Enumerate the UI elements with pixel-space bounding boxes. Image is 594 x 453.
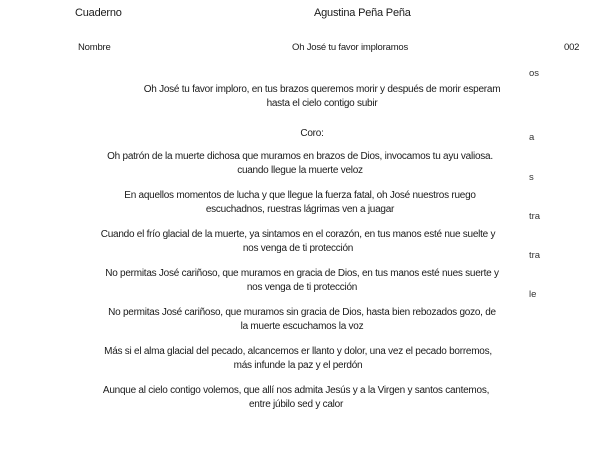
edge-fragment: tra — [529, 211, 541, 222]
verse-line: Oh patrón de la muerte dichosa que muramos en brazos de Dios, invocamos tu ayu valiosa. — [107, 151, 493, 162]
verse-line: nos venga de ti protección — [246, 282, 358, 293]
verse-line: Más si el alma glacial del pecado, alcancemos er llanto y dolor, una vez el pecado borremos, — [104, 346, 492, 357]
verse-line: Aunque al cielo contigo volemos, que allí nos admita Jesús y a la Virgen y santos cantemos, — [102, 385, 490, 396]
page-number: 002 — [564, 42, 580, 53]
verse-line: escuchadnos, ruestras lágrimas ven a juagar — [205, 204, 395, 215]
verse-6 — [82, 306, 522, 334]
verse-line: No permitas José cariñoso, que muramos en gracia de Dios, en tus manos esté nues suerte y — [105, 268, 499, 279]
verse-3 — [84, 189, 516, 217]
verse-line: cuando llegue la muerte veloz — [237, 165, 363, 176]
verse-line: No permitas José cariñoso, que muramos sin gracia de Dios, hasta bien rebozados gozo, de — [108, 307, 496, 318]
verse-line: Cuando el frío glacial de la muerte, ya sintamos en el corazón, en tus manos esté nue suelte y — [100, 229, 496, 240]
edge-fragment: os — [529, 68, 540, 79]
edge-fragment: le — [529, 289, 537, 300]
verse-8 — [76, 384, 516, 412]
edge-fragment: s — [529, 172, 534, 183]
verse-7 — [78, 345, 518, 373]
chorus-label: Coro: — [300, 128, 324, 139]
verse-line: la muerte escuchamos la voz — [240, 321, 364, 332]
chorus-heading — [112, 127, 512, 141]
verse-line: hasta el cielo contigo subir — [266, 98, 378, 109]
edge-fragment: tra — [529, 250, 541, 261]
verse-1 — [112, 83, 532, 111]
verse-line: nos venga de ti protección — [242, 243, 354, 254]
verse-line: entre júbilo sed y calor — [248, 399, 344, 410]
name-label: Nombre — [78, 42, 111, 53]
verse-4 — [58, 228, 538, 256]
verse-line: Oh José tu favor imploro, en tus brazos queremos morir y después de morir esperam — [143, 84, 501, 95]
verse-line: más infunde la paz y el perdón — [233, 360, 363, 371]
song-title: Oh José tu favor imploramos — [292, 42, 409, 53]
verse-line: En aquellos momentos de lucha y que llegue la fuerza fatal, oh José nuestros ruego — [124, 190, 476, 201]
verse-2 — [80, 150, 520, 178]
author-name: Agustina Peña Peña — [314, 7, 411, 19]
verse-5 — [77, 267, 527, 295]
edge-fragment: a — [529, 132, 535, 143]
notebook-label: Cuaderno — [75, 7, 122, 19]
